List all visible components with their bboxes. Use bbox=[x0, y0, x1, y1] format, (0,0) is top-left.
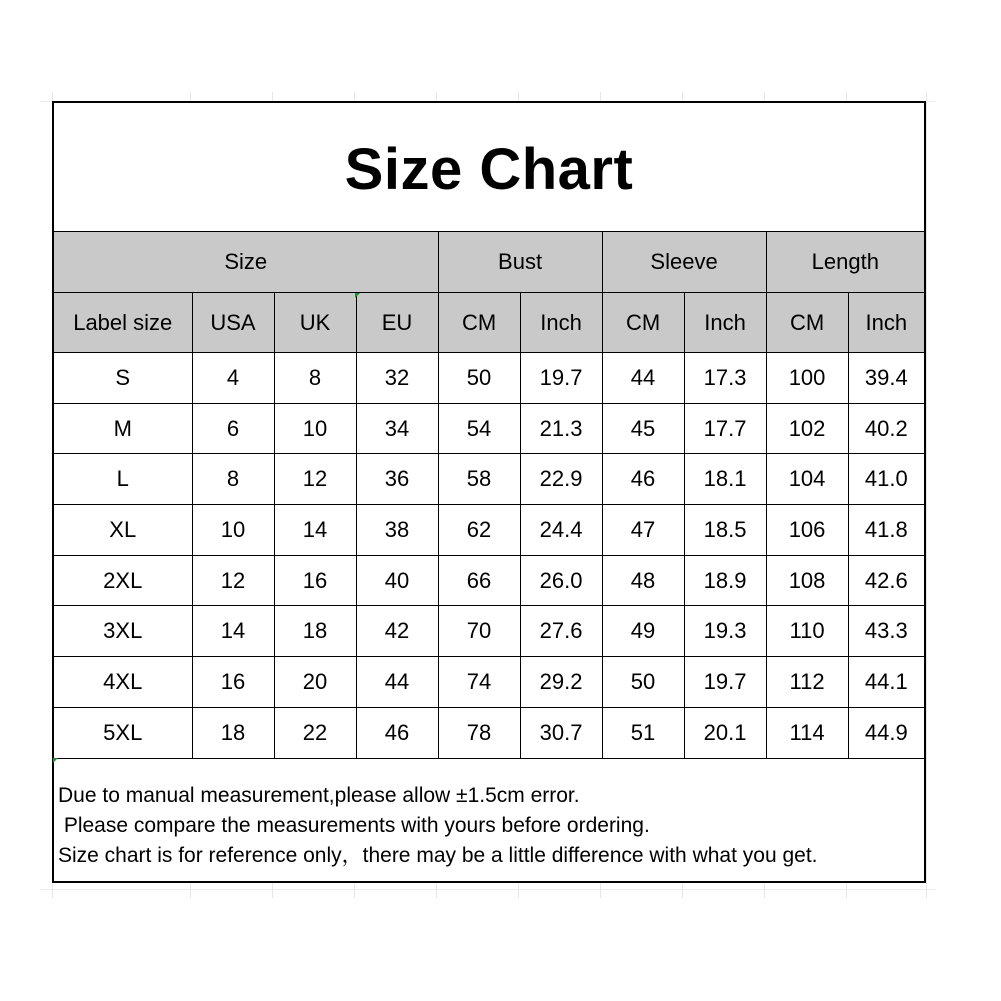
table-row bbox=[54, 403, 924, 454]
subheader-sleeve-inch: Inch bbox=[684, 293, 766, 353]
table-cell: 19.3 bbox=[684, 606, 766, 657]
note-line: Due to manual measurement,please allow ±1.5cm error. bbox=[58, 784, 580, 807]
table-cell: 18.1 bbox=[684, 454, 766, 505]
table-cell: 48 bbox=[602, 555, 684, 606]
table-cell: 19.7 bbox=[520, 353, 602, 404]
table-row bbox=[54, 606, 924, 657]
table-cell: 17.3 bbox=[684, 353, 766, 404]
notes-block bbox=[54, 759, 924, 871]
subheader-bust-cm: CM bbox=[438, 293, 520, 353]
table-cell: 74 bbox=[438, 657, 520, 708]
subheader-uk: UK bbox=[274, 293, 356, 353]
table-cell: 18.5 bbox=[684, 505, 766, 556]
table-cell: 110 bbox=[766, 606, 848, 657]
table-cell: 41.8 bbox=[848, 505, 924, 556]
table-cell: 41.0 bbox=[848, 454, 924, 505]
table-cell: 10 bbox=[192, 505, 274, 556]
subheader-label-size: Label size bbox=[54, 293, 192, 353]
subheader-sleeve-cm: CM bbox=[602, 293, 684, 353]
table-cell: 8 bbox=[274, 353, 356, 404]
header-size: Size bbox=[54, 232, 438, 293]
table-cell: 44 bbox=[602, 353, 684, 404]
cell-marker-icon bbox=[53, 758, 58, 763]
table-cell: 44 bbox=[356, 657, 438, 708]
subheader-length-cm: CM bbox=[766, 293, 848, 353]
table-cell: 20 bbox=[274, 657, 356, 708]
table-cell: 42.6 bbox=[848, 555, 924, 606]
table-cell: 29.2 bbox=[520, 657, 602, 708]
table-cell: 18 bbox=[192, 707, 274, 758]
table-cell: 5XL bbox=[54, 707, 192, 758]
gridline bbox=[926, 92, 927, 898]
table-cell: 4XL bbox=[54, 657, 192, 708]
table-cell: 36 bbox=[356, 454, 438, 505]
table-cell: 70 bbox=[438, 606, 520, 657]
table-cell: 19.7 bbox=[684, 657, 766, 708]
table-cell: 47 bbox=[602, 505, 684, 556]
table-cell: 22 bbox=[274, 707, 356, 758]
table-row bbox=[54, 707, 924, 758]
table-cell: 46 bbox=[602, 454, 684, 505]
table-cell: 22.9 bbox=[520, 454, 602, 505]
table-cell: 42 bbox=[356, 606, 438, 657]
table-cell: 51 bbox=[602, 707, 684, 758]
table-cell: 44.1 bbox=[848, 657, 924, 708]
table-cell: 50 bbox=[602, 657, 684, 708]
table-cell: 43.3 bbox=[848, 606, 924, 657]
note-line: Size chart is for reference only，there may be a little difference with what you get. bbox=[58, 844, 818, 867]
table-cell: 6 bbox=[192, 403, 274, 454]
table-row bbox=[54, 505, 924, 556]
group-header-row bbox=[54, 232, 924, 293]
table-cell: XL bbox=[54, 505, 192, 556]
table-cell: 58 bbox=[438, 454, 520, 505]
table-cell: 100 bbox=[766, 353, 848, 404]
table-cell: 50 bbox=[438, 353, 520, 404]
table-row bbox=[54, 555, 924, 606]
table-cell: 12 bbox=[192, 555, 274, 606]
table-cell: 18.9 bbox=[684, 555, 766, 606]
note-line: Please compare the measurements with yours before ordering. bbox=[58, 814, 650, 837]
table-cell: 24.4 bbox=[520, 505, 602, 556]
table-cell: 16 bbox=[274, 555, 356, 606]
table-cell: 78 bbox=[438, 707, 520, 758]
cell-marker-icon bbox=[355, 293, 360, 298]
table-cell: 44.9 bbox=[848, 707, 924, 758]
table-cell: 27.6 bbox=[520, 606, 602, 657]
table-cell: 8 bbox=[192, 454, 274, 505]
table-cell: 16 bbox=[192, 657, 274, 708]
table-cell: 46 bbox=[356, 707, 438, 758]
table-cell: 108 bbox=[766, 555, 848, 606]
table-cell: 32 bbox=[356, 353, 438, 404]
header-sleeve: Sleeve bbox=[602, 232, 766, 293]
table-cell: 40 bbox=[356, 555, 438, 606]
table-row bbox=[54, 454, 924, 505]
table-cell: L bbox=[54, 454, 192, 505]
table-cell: 45 bbox=[602, 403, 684, 454]
table-cell: 18 bbox=[274, 606, 356, 657]
table-cell: 10 bbox=[274, 403, 356, 454]
subheader-eu: EU bbox=[356, 293, 438, 353]
subheader-length-inch: Inch bbox=[848, 293, 924, 353]
gridline bbox=[40, 889, 935, 890]
table-cell: 112 bbox=[766, 657, 848, 708]
table-cell: 54 bbox=[438, 403, 520, 454]
table-cell: 4 bbox=[192, 353, 274, 404]
table-cell: S bbox=[54, 353, 192, 404]
table-cell: 17.7 bbox=[684, 403, 766, 454]
table-cell: 30.7 bbox=[520, 707, 602, 758]
title-row bbox=[54, 103, 924, 232]
table-cell: 40.2 bbox=[848, 403, 924, 454]
table-row bbox=[54, 353, 924, 404]
table-cell: 102 bbox=[766, 403, 848, 454]
subheader-usa: USA bbox=[192, 293, 274, 353]
table-cell: 21.3 bbox=[520, 403, 602, 454]
table-cell: 26.0 bbox=[520, 555, 602, 606]
table-cell: 2XL bbox=[54, 555, 192, 606]
size-table bbox=[54, 232, 924, 759]
table-cell: 12 bbox=[274, 454, 356, 505]
table-cell: 20.1 bbox=[684, 707, 766, 758]
page-title: Size Chart bbox=[344, 136, 634, 202]
table-cell: 14 bbox=[274, 505, 356, 556]
table-row bbox=[54, 657, 924, 708]
header-length: Length bbox=[766, 232, 924, 293]
table-cell: 39.4 bbox=[848, 353, 924, 404]
table-cell: 3XL bbox=[54, 606, 192, 657]
table-cell: 14 bbox=[192, 606, 274, 657]
subheader-bust-inch: Inch bbox=[520, 293, 602, 353]
size-chart-sheet bbox=[52, 101, 926, 883]
table-cell: M bbox=[54, 403, 192, 454]
table-cell: 49 bbox=[602, 606, 684, 657]
table-cell: 114 bbox=[766, 707, 848, 758]
table-cell: 38 bbox=[356, 505, 438, 556]
header-bust: Bust bbox=[438, 232, 602, 293]
table-cell: 106 bbox=[766, 505, 848, 556]
table-cell: 104 bbox=[766, 454, 848, 505]
table-cell: 66 bbox=[438, 555, 520, 606]
sub-header-row bbox=[54, 293, 924, 353]
table-cell: 62 bbox=[438, 505, 520, 556]
table-cell: 34 bbox=[356, 403, 438, 454]
